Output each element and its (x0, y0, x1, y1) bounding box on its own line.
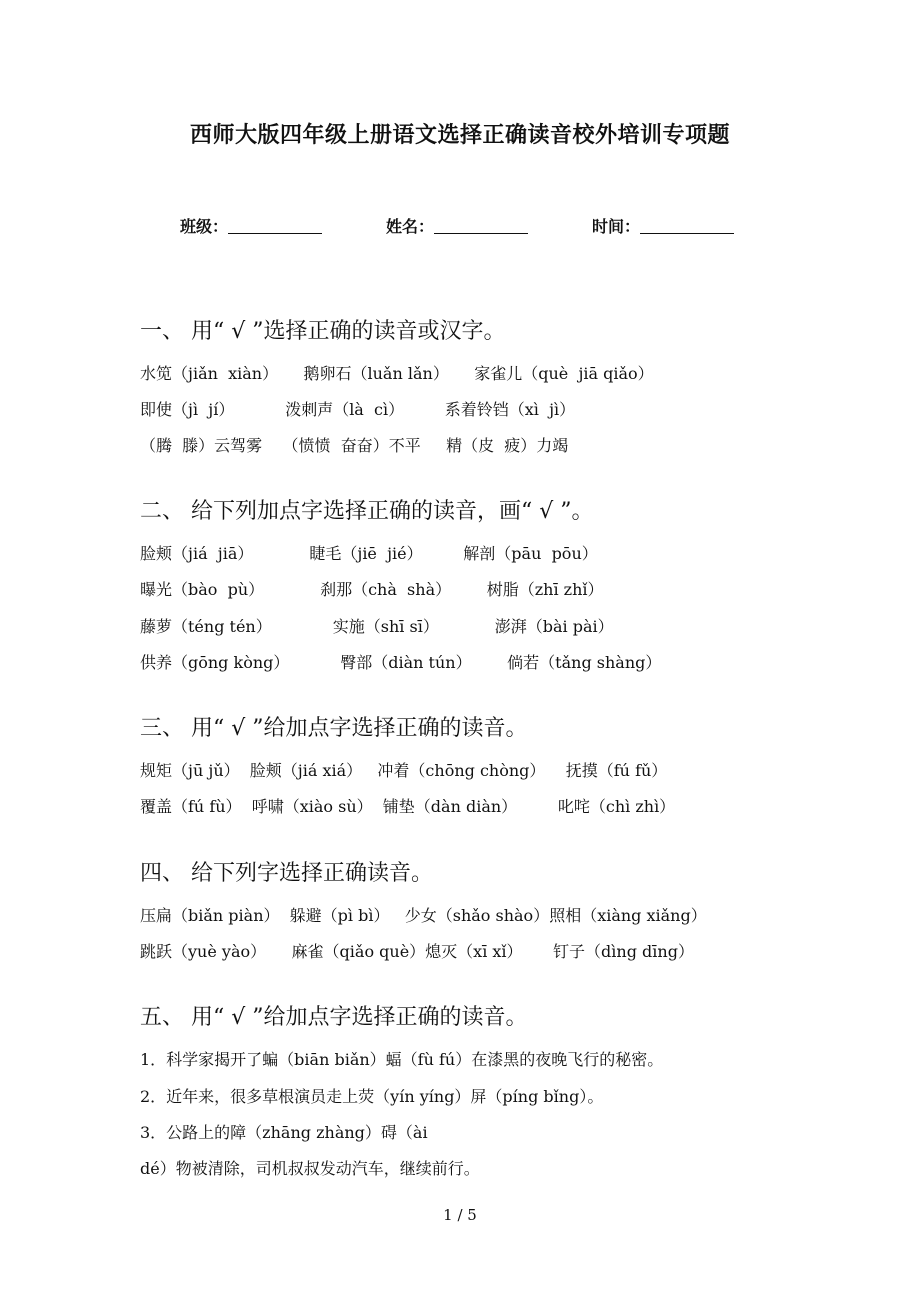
section-5-heading: 五、 用“ √ ”给加点字选择正确的读音。 (140, 1005, 528, 1030)
section-5-line-1: 1．科学家揭开了蝙（biān biǎn）蝠（fù fú）在漆黑的夜晚飞行的秘密。 (140, 1050, 664, 1069)
name-blank (434, 217, 528, 234)
class-blank (228, 217, 322, 234)
section-1-heading: 一、 用“ √ ”选择正确的读音或汉字。 (140, 319, 506, 344)
section-5-line-2: 2．近年来，很多草根演员走上荧（yín yíng）屏（píng bǐng）。 (140, 1087, 604, 1106)
section-2-line-1: 脸颊（jiá jiā） 睫毛（jiē jié） 解剖（pāu pōu） (140, 544, 598, 563)
class-label: 班级： (180, 217, 229, 236)
section-2-line-2: 曝光（bào pù） 刹那（chà shà） 树脂（zhī zhǐ） (140, 580, 604, 599)
section-4-line-2: 跳跃（yuè yào） 麻雀（qiǎo què）熄灭（xī xǐ） 钉子（dìng dīng） (140, 942, 694, 961)
section-2-line-4: 供养（gōng kòng） 臀部（diàn tún） 倘若（tǎng shàng） (140, 653, 662, 672)
time-label: 时间： (592, 217, 641, 236)
section-1-line-2: 即使（jì jí） 泼刺声（là cì） 系着铃铛（xì jì） (140, 400, 576, 419)
class-field (180, 214, 322, 237)
section-2-heading: 二、 给下列加点字选择正确的读音，画“ √ ”。 (140, 499, 594, 524)
section-5-line-4: dé）物被清除，司机叔叔发动汽车，继续前行。 (140, 1159, 480, 1178)
section-4-heading: 四、 给下列字选择正确读音。 (140, 861, 433, 886)
section-1-line-3: （腾 滕）云驾雾 （愤愤 奋奋）不平 精（皮 疲）力竭 (140, 436, 569, 455)
document-title: 西师大版四年级上册语文选择正确读音校外培训专项题 (189, 122, 730, 148)
section-3-heading: 三、 用“ √ ”给加点字选择正确的读音。 (140, 716, 528, 741)
section-5-line-3: 3．公路上的障（zhāng zhàng）碍（ài (140, 1123, 428, 1142)
name-field (386, 214, 528, 237)
name-label: 姓名： (386, 217, 435, 236)
section-1-line-1: 水笕（jiǎn xiàn） 鹅卵石（luǎn lǎn） 家雀儿（què jiā qiǎo） (140, 364, 654, 383)
section-2-line-3: 藤萝（téng tén） 实施（shī sī） 澎湃（bài pài） (140, 617, 614, 636)
time-field (592, 214, 734, 237)
section-4-line-1: 压扁（biǎn piàn） 躲避（pì bì） 少女（shǎo shào）照相（xiàng xiǎng） (140, 906, 707, 925)
section-3-line-1: 规矩（jū jǔ） 脸颊（jiá xiá） 冲着（chōng chòng） 抚摸（fú fǔ） (140, 761, 668, 780)
page-number: 1 / 5 (443, 1206, 477, 1224)
time-blank (640, 217, 734, 234)
section-3-line-2: 覆盖（fú fù） 呼啸（xiào sù） 铺垫（dàn diàn） 叱咤（chì zhì） (140, 797, 676, 816)
